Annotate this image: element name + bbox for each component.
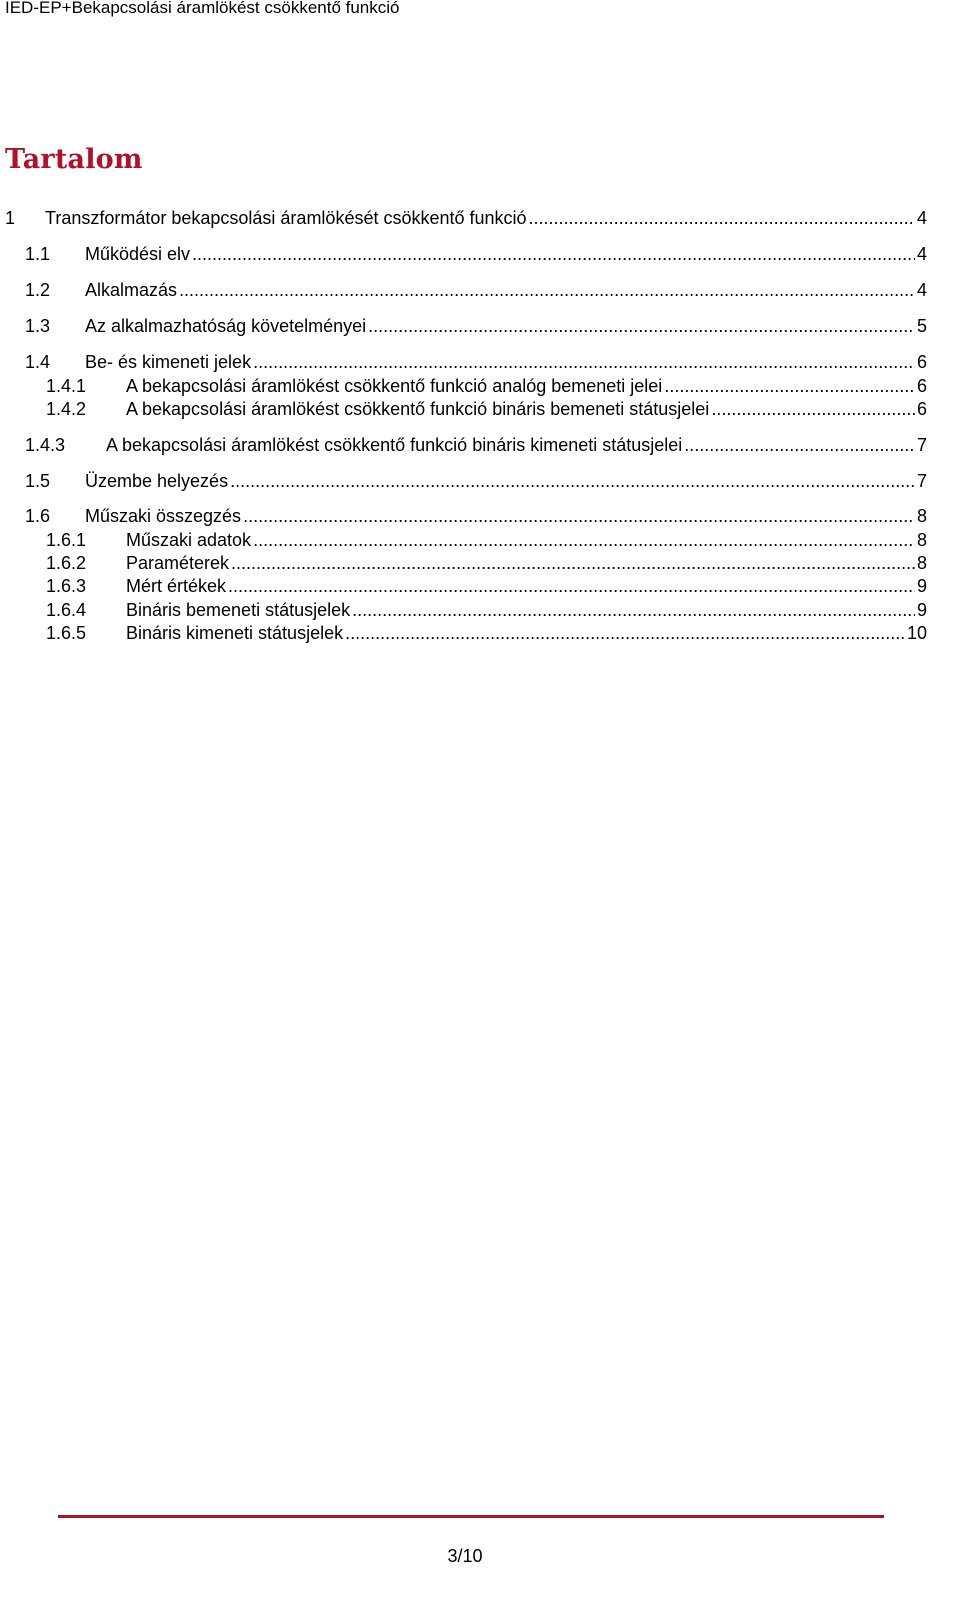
toc-dot-leader [664,375,915,397]
toc-entry-page: 8 [916,506,927,526]
page-number: 3/10 [447,1546,483,1566]
toc-dot-leader [352,599,915,621]
toc-entry-title: Műszaki adatok [126,530,252,550]
toc-entry-number: 1.6 [25,506,51,526]
toc-entry-number: 1.2 [25,280,51,300]
toc-entry-page: 4 [916,208,927,228]
toc-entry[interactable] [25,241,927,265]
toc-entry-title: A bekapcsolási áramlökést csökkentő funkció analóg bemeneti jelei [126,376,663,396]
toc-dot-leader [179,279,915,301]
toc-entry[interactable] [46,396,927,420]
toc-entry-page: 8 [916,530,927,550]
toc-entry-title: Bináris kimeneti státusjelek [126,623,344,643]
toc-entry[interactable] [5,205,927,229]
toc-entry-number: 1.4.1 [46,376,87,396]
toc-entry-page: 7 [916,435,927,455]
toc-entry-title: A bekapcsolási áramlökést csökkentő funkció bináris kimeneti státusjelei [106,435,683,455]
toc-dot-leader [368,315,915,337]
toc-dot-leader [529,207,915,229]
toc-entry-title: Műszaki összegzés [85,506,242,526]
footer-rule [58,1515,884,1518]
toc-entry-title: Üzembe helyezés [85,471,229,491]
toc-entry-page: 8 [916,553,927,573]
toc-entry-number: 1.3 [25,316,51,336]
toc-dot-leader [684,434,915,456]
toc-dot-leader [192,243,915,265]
toc-entry[interactable] [25,503,927,527]
toc-entry-title: Az alkalmazhatóság követelményei [85,316,367,336]
toc-entry-number: 1.6.3 [46,576,87,596]
toc-entry-title: Bináris bemeneti státusjelek [126,600,351,620]
toc-entry-page: 7 [916,471,927,491]
toc-entry-page: 6 [916,399,927,419]
toc-entry[interactable] [46,620,927,644]
toc-dot-leader [230,470,915,492]
toc-entry-page: 6 [916,352,927,372]
toc-entry-number: 1.6.5 [46,623,87,643]
toc-entry[interactable] [25,432,927,456]
toc-dot-leader [253,351,915,373]
toc-entry[interactable] [46,527,927,551]
toc-entry-page: 9 [916,600,927,620]
document-header: IED-EP+Bekapcsolási áramlökést csökkentő funkció [5,0,400,17]
toc-entry-number: 1.6.2 [46,553,87,573]
toc-dot-leader [228,575,915,597]
toc-entry[interactable] [46,373,927,397]
toc-entry-number: 1.1 [25,244,51,264]
toc-entry-page: 9 [916,576,927,596]
toc-entry[interactable] [46,550,927,574]
toc-entry-number: 1.4 [25,352,51,372]
toc-entry-page: 4 [916,244,927,264]
toc-dot-leader [243,505,915,527]
toc-entry-number: 1.4.3 [25,435,66,455]
toc-entry-page: 6 [916,376,927,396]
toc-entry[interactable] [25,468,927,492]
toc-entry-number: 1.6.1 [46,530,87,550]
toc-dot-leader [345,622,905,644]
toc-entry[interactable] [25,277,927,301]
toc-entry-page: 10 [906,623,927,643]
toc-entry[interactable] [46,573,927,597]
toc-entry-number: 1.5 [25,471,51,491]
toc-entry-title: Transzformátor bekapcsolási áramlökését csökkentő funkció [45,208,527,228]
toc-entry-number: 1 [5,208,16,228]
toc-dot-leader [231,552,915,574]
toc-entry-title: Mért értékek [126,576,227,596]
toc-entry-number: 1.4.2 [46,399,87,419]
toc-entry[interactable] [25,349,927,373]
toc-entry[interactable] [46,597,927,621]
toc-title: Tartalom [5,144,143,175]
toc-entry-number: 1.6.4 [46,600,87,620]
toc-entry-title: Be- és kimeneti jelek [85,352,252,372]
toc-dot-leader [253,529,915,551]
toc-entry-page: 5 [916,316,927,336]
toc-entry-title: A bekapcsolási áramlökést csökkentő funkció bináris bemeneti státusjelei [126,399,710,419]
toc-entry-page: 4 [916,280,927,300]
toc-dot-leader [711,398,915,420]
toc-entry-title: Alkalmazás [85,280,178,300]
toc-entry-title: Paraméterek [126,553,230,573]
toc-entry[interactable] [25,313,927,337]
toc-entry-title: Működési elv [85,244,191,264]
